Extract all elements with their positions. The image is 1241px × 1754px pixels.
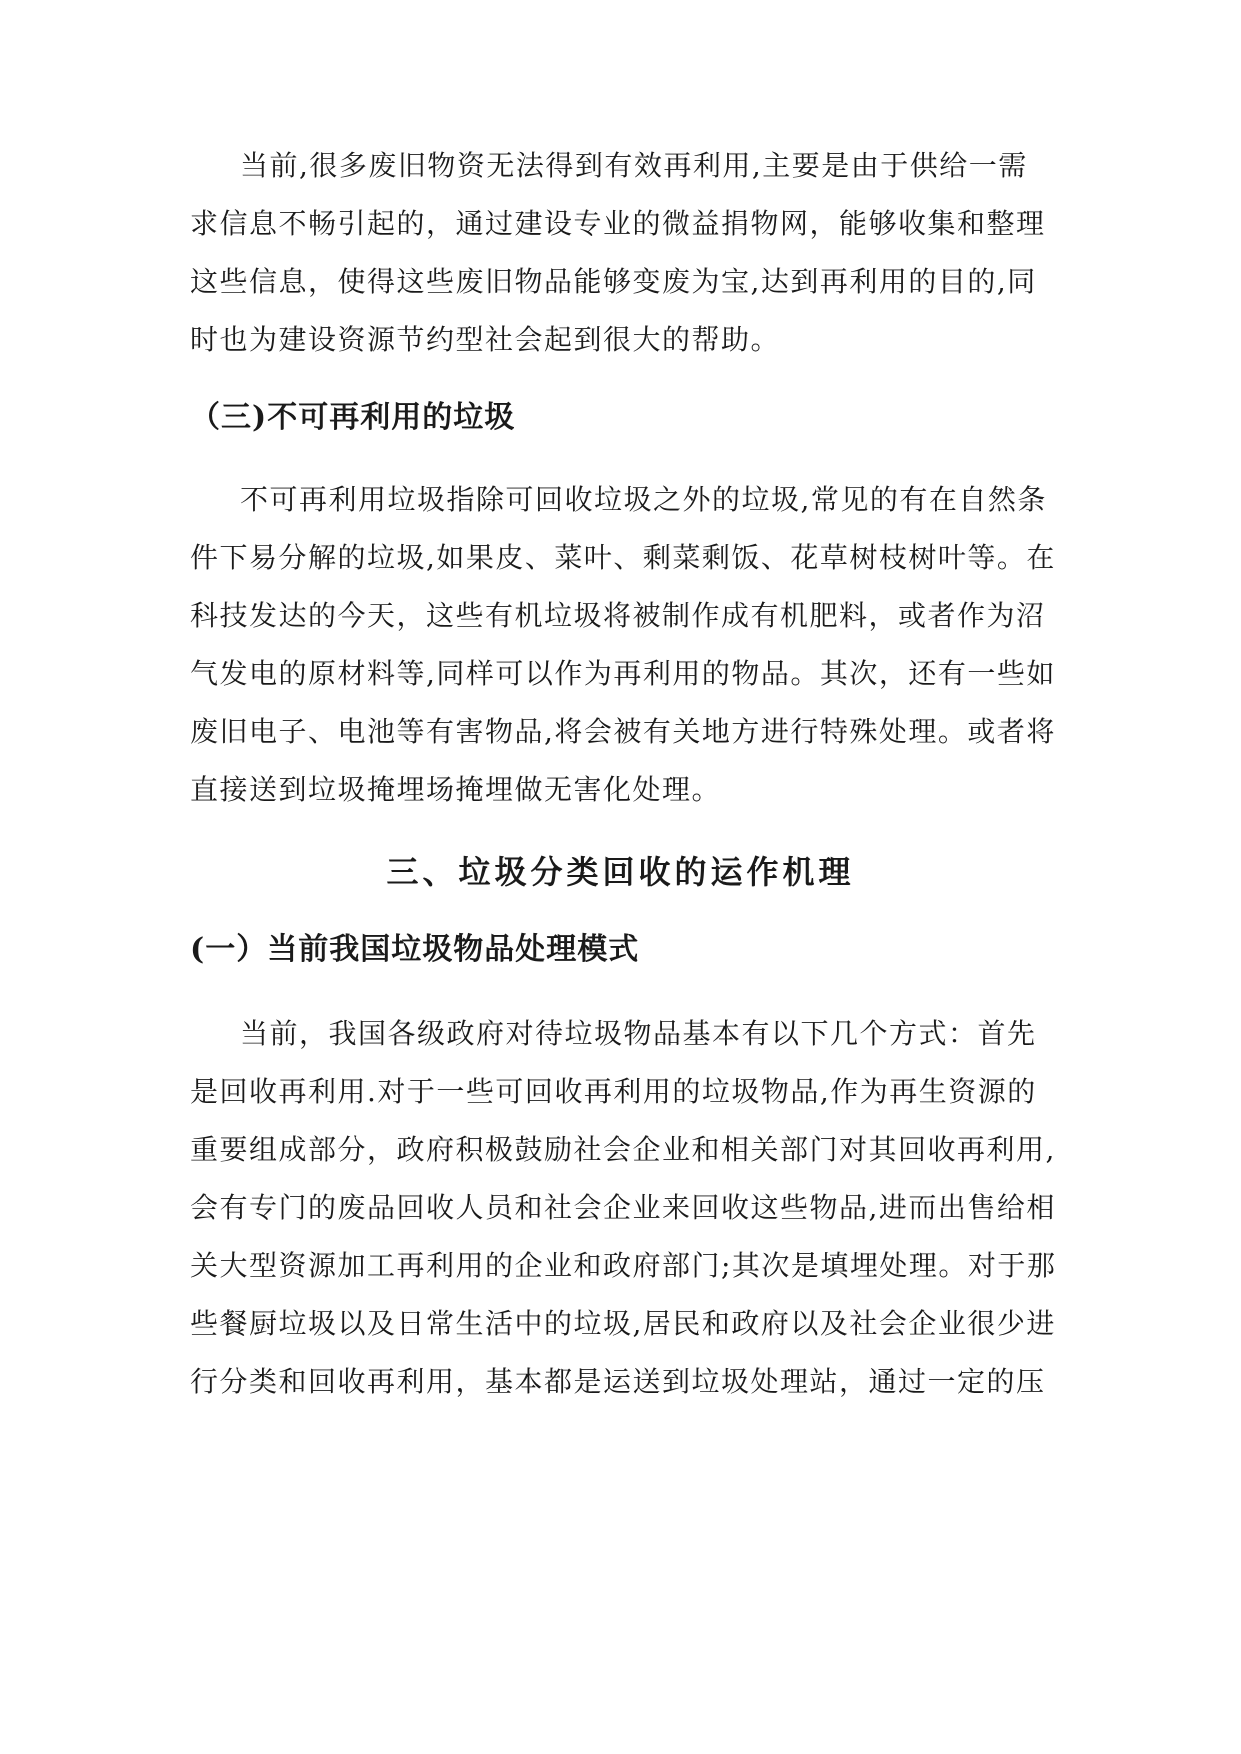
paragraph-line: 件下易分解的垃圾,如果皮、菜叶、剩菜剩饭、花草树枝树叶等。在: [190, 541, 1056, 574]
chapter-heading: 三、垃圾分类回收的运作机理: [386, 853, 855, 891]
paragraph-line: 关大型资源加工再利用的企业和政府部门;其次是填埋处理。对于那: [190, 1249, 1057, 1282]
paragraph-line: 这些信息，使得这些废旧物品能够变废为宝,达到再利用的目的,同: [190, 265, 1037, 298]
paragraph-line: 行分类和回收再利用，基本都是运送到垃圾处理站，通过一定的压: [190, 1365, 1046, 1398]
paragraph-line: 气发电的原材料等,同样可以作为再利用的物品。其次，还有一些如: [190, 657, 1056, 690]
paragraph-line: 会有专门的废品回收人员和社会企业来回收这些物品,进而出售给相: [190, 1191, 1056, 1224]
paragraph-line: 是回收再利用.对于一些可回收再利用的垃圾物品,作为再生资源的: [190, 1075, 1037, 1108]
paragraph-line: 当前,很多废旧物资无法得到有效再利用,主要是由于供给一需: [240, 149, 1028, 182]
paragraph-line: 求信息不畅引起的，通过建设专业的微益捐物网，能够收集和整理: [190, 207, 1046, 240]
paragraph-line: 废旧电子、电池等有害物品,将会被有关地方进行特殊处理。或者将: [190, 715, 1056, 748]
paragraph-line: 当前，我国各级政府对待垃圾物品基本有以下几个方式：首先: [240, 1017, 1037, 1050]
section-heading: (一）当前我国垃圾物品处理模式: [190, 932, 640, 967]
section-heading: （三)不可再利用的垃圾: [190, 400, 516, 435]
paragraph-line: 重要组成部分，政府积极鼓励社会企业和相关部门对其回收再利用,: [190, 1133, 1056, 1166]
paragraph-line: 不可再利用垃圾指除可回收垃圾之外的垃圾,常见的有在自然条: [240, 483, 1047, 516]
paragraph-line: 直接送到垃圾掩埋场掩埋做无害化处理。: [190, 773, 722, 806]
paragraph-line: 时也为建设资源节约型社会起到很大的帮助。: [190, 323, 781, 356]
paragraph-line: 些餐厨垃圾以及日常生活中的垃圾,居民和政府以及社会企业很少进: [190, 1307, 1056, 1340]
paragraph-line: 科技发达的今天，这些有机垃圾将被制作成有机肥料，或者作为沼: [190, 599, 1046, 632]
